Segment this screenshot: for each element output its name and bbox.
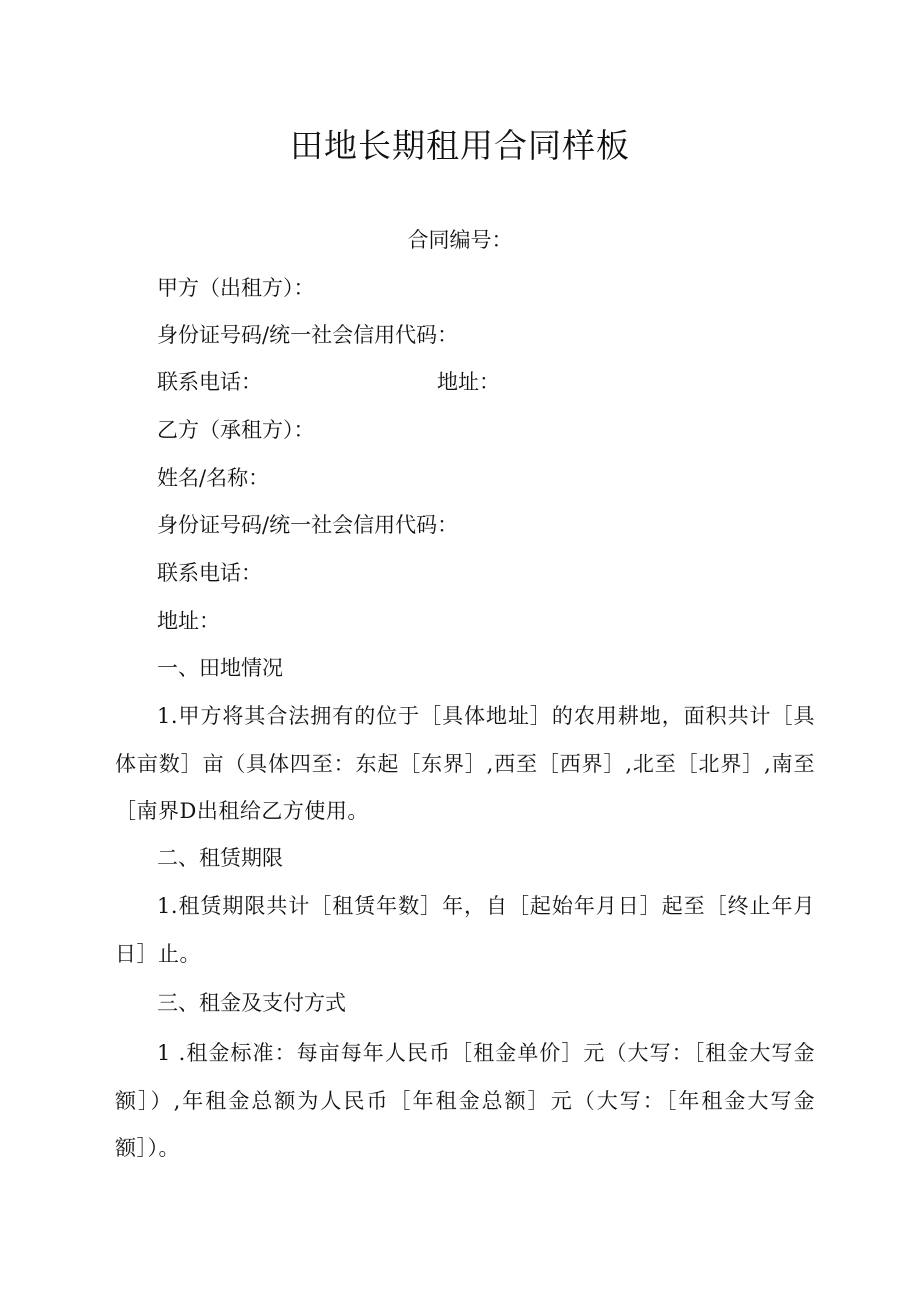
party-b-id-label: 身份证号码/统一社会信用代码： (157, 513, 459, 537)
party-b-phone-label: 联系电话： (157, 561, 262, 585)
party-a-heading: 甲方（出租方）： (157, 276, 315, 300)
document-title: 田地长期租用合同样板 (290, 126, 630, 165)
section-1-heading: 一、田地情况 (157, 656, 283, 680)
party-a-phone-label: 联系电话： (157, 370, 262, 394)
contract-number-label: 合同编号： (407, 228, 513, 252)
party-b-address-label: 地址： (157, 609, 220, 633)
party-b-name-label: 姓名/名称： (157, 466, 270, 490)
section-2-heading: 二、租赁期限 (157, 846, 283, 870)
section-3-heading: 三、租金及支付方式 (157, 991, 346, 1015)
party-a-id-label: 身份证号码/统一社会信用代码： (157, 323, 459, 347)
section-3-paragraph: 1 .租金标准：每亩每年人民币［租金单价］元（大写：［租金大写金额］）,年租金总额为人民币［年租金总额］元（大写：［年租金大写金额］）。 (115, 1041, 815, 1160)
party-b-heading: 乙方（承租方）： (157, 418, 315, 442)
section-2-paragraph: 1.租赁期限共计［租赁年数］年，自［起始年月日］起至［终止年月日］止。 (115, 894, 815, 966)
section-1-paragraph: 1.甲方将其合法拥有的位于［具体地址］的农用耕地，面积共计［具体亩数］亩（具体四至：东起［东界］,西至［西界］,北至［北界］,南至［南界D出租给乙方使用。 (115, 704, 815, 823)
party-a-address-label: 地址： (437, 370, 500, 394)
